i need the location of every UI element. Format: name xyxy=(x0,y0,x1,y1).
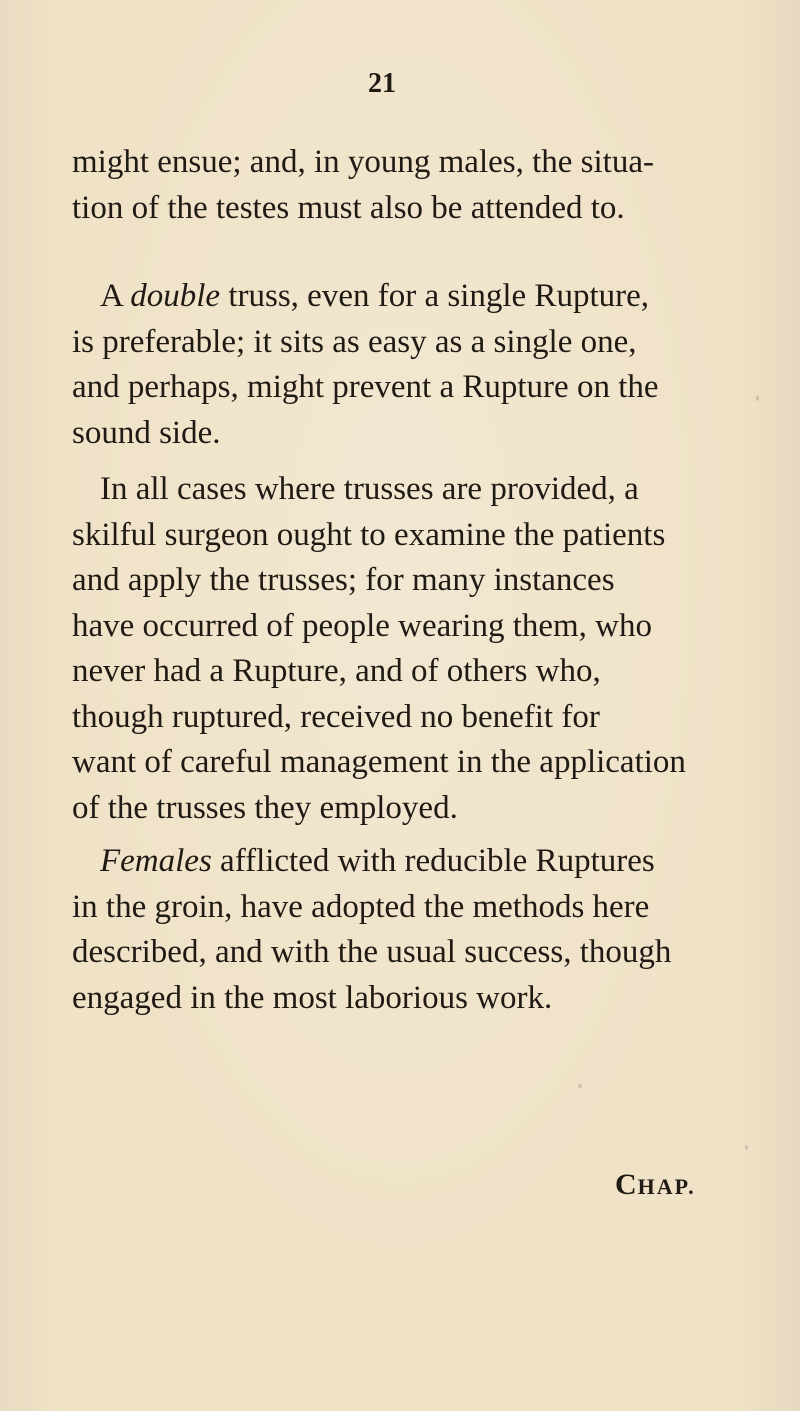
paragraph-4 xyxy=(72,839,720,1021)
page-number: 21 xyxy=(368,68,396,99)
paragraph-3-line-6: though ruptured, received no benefit for xyxy=(72,698,600,735)
paragraph-3-line-4: have occurred of people wearing them, who xyxy=(72,607,653,644)
paragraph-3-line-2: skilful surgeon ought to examine the patients xyxy=(72,516,666,553)
paragraph-4-line-4: engaged in the most laborious work. xyxy=(72,979,553,1016)
paragraph-4-italic-word: Females xyxy=(100,843,212,879)
paragraph-2 xyxy=(72,274,720,456)
paragraph-3-line-1: In all cases where trusses are provided, a xyxy=(100,471,639,507)
catchword-initial: C xyxy=(615,1168,638,1201)
paragraph-4-lead-rest: afflicted with reducible Ruptures xyxy=(211,843,655,879)
paragraph-4-line-2: in the groin, have adopted the methods here xyxy=(72,888,650,925)
paragraph-4-line-3: described, and with the usual success, though xyxy=(72,934,672,970)
paper-speck xyxy=(578,1084,582,1088)
catchword xyxy=(615,1168,696,1202)
paragraph-2-lead-rest: truss, even for a single Rupture, xyxy=(220,278,649,314)
paper-speck xyxy=(680,764,684,767)
paragraph-3-line-8: of the trusses they employed. xyxy=(72,789,458,826)
paragraph-1-line-1: might ensue; and, in young males, the situa- xyxy=(72,144,654,180)
paragraph-3-line-7: want of careful management in the application xyxy=(72,744,686,780)
paragraph-2-line-3: and perhaps, might prevent a Rupture on the xyxy=(72,369,659,405)
paragraph-1-line-2: tion of the testes must also be attended to. xyxy=(72,189,625,226)
paragraph-2-line-1 xyxy=(72,274,720,320)
paragraph-3 xyxy=(72,467,720,831)
paragraph-3-line-5: never had a Rupture, and of others who, xyxy=(72,653,601,689)
paragraph-2-italic-word: double xyxy=(130,278,221,314)
paper-speck xyxy=(756,395,759,401)
paragraph-4-line-1 xyxy=(72,839,720,885)
paragraph-2-line-4: sound side. xyxy=(72,414,221,451)
catchword-rest: HAP. xyxy=(637,1174,696,1199)
paragraph-2-line-2: is preferable; it sits as easy as a single one, xyxy=(72,323,637,360)
paragraph-2-lead-plain: A xyxy=(100,278,131,314)
paragraph-1 xyxy=(72,140,720,231)
paper-speck xyxy=(745,1145,748,1150)
paragraph-3-line-3: and apply the trusses; for many instances xyxy=(72,562,615,598)
